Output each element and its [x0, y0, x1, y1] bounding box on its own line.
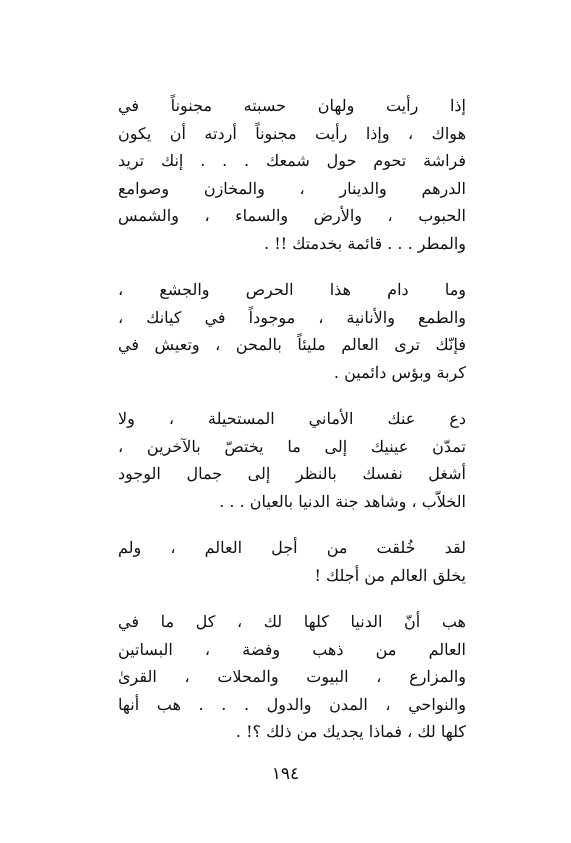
text-line: هواك ، وإذا رأيت مجنوناً أردته أن يكون [118, 123, 466, 143]
text-line: والطمع والأنانية ، موجوداً في كيانك ، [118, 307, 466, 327]
text-line: والنواحي ، المدن والدول . . . هب أنها [118, 694, 466, 714]
text-line: دع عنك الأماني المستحيلة ، ولا [118, 409, 466, 428]
paragraph-3 [118, 405, 466, 515]
text-line: العالم من ذهب وفضة ، البساتين [118, 639, 466, 659]
text-line: أشغل نفسك بالنظر إلى جمال الوجود [118, 464, 466, 483]
text-line: إذا رأيت ولهان حسبته مجنوناً في [118, 96, 466, 115]
text-line: والمزارع ، البيوت والمحلات ، القرىٰ [118, 667, 466, 686]
text-line: تمدّن عينيك إلى ما يختصّ بالآخرين ، [118, 436, 466, 456]
text-line: هب أنّ الدنيا كلها لك ، كل ما في [118, 612, 466, 631]
text-line: يخلق العالم من أجلك ! [314, 565, 466, 585]
text-line: لقد خُلقت من أجل العالم ، ولم [118, 538, 466, 557]
text-line: الخلاّب ، وشاهد جنة الدنيا بالعيان . . . [219, 491, 466, 511]
paragraph-4 [118, 534, 466, 589]
text-line: فإنّك ترى العالم مليئاً بالمحن ، وتعيش في [118, 335, 466, 354]
paragraph-1 [118, 92, 466, 257]
paragraph-2 [118, 276, 466, 386]
text-line: الحبوب ، والأرض والسماء ، والشمس [118, 206, 466, 225]
paragraph-5 [118, 608, 466, 746]
page-number: ١٩٤ [271, 764, 300, 784]
text-line: كربة وبؤس دائمين . [333, 362, 466, 382]
body-text [118, 92, 466, 765]
text-line: الدرهم والدينار ، والمخازن وصوامع [118, 178, 466, 198]
text-line: فراشة تحوم حول شمعك . . . إنك تريد [118, 151, 466, 170]
text-line: كلها لك ، فماذا يجديك من ذلك ؟! . [235, 722, 466, 741]
text-line: وما دام هذا الحرص والجشع ، [118, 280, 466, 299]
text-line: والمطر . . . قائمة بخدمتك !! . [264, 233, 466, 253]
